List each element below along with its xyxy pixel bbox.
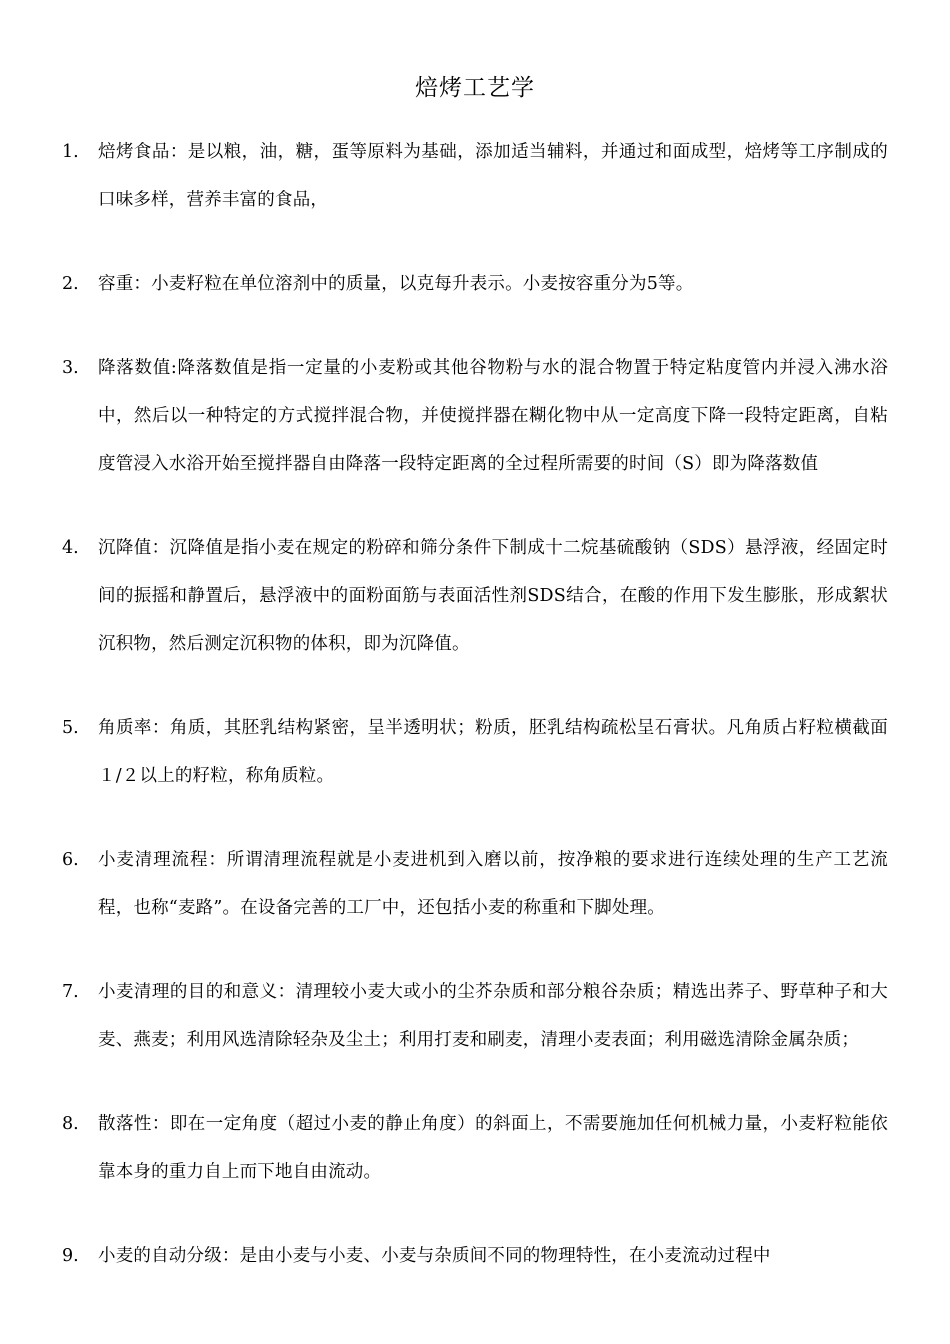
item-number: 2. xyxy=(62,274,79,294)
list-item xyxy=(62,524,888,668)
document-title: 焙烤工艺学 xyxy=(415,75,535,101)
item-text: 角质率：角质，其胚乳结构紧密，呈半透明状；粉质，胚乳结构疏松呈石膏状。凡角质占籽粒横截面１/２以上的籽粒，称角质粒。 xyxy=(98,718,888,786)
item-text: 小麦的自动分级：是由小麦与小麦、小麦与杂质间不同的物理特性，在小麦流动过程中 xyxy=(98,1246,771,1266)
item-number: 1. xyxy=(62,142,79,162)
item-number: 8. xyxy=(62,1114,79,1134)
list-item xyxy=(62,1232,888,1280)
item-number: 6. xyxy=(62,850,79,870)
item-text: 沉降值：沉降值是指小麦在规定的粉碎和筛分条件下制成十二烷基硫酸钠（SDS）悬浮液，经固定时间的振摇和静置后，悬浮液中的面粉面筋与表面活性剂SDS结合，在酸的作用下发生膨胀，形成絮状沉积物，然后测定沉积物的体积，即为沉降值。 xyxy=(98,538,888,654)
list-item xyxy=(62,344,888,488)
item-text: 焙烤食品：是以粮，油，糖，蛋等原料为基础，添加适当辅料，并通过和面成型，焙烤等工序制成的口味多样，营养丰富的食品， xyxy=(98,142,888,210)
list-item xyxy=(62,128,888,224)
list-item xyxy=(62,704,888,800)
item-number: 3. xyxy=(62,358,79,378)
item-text: 容重：小麦籽粒在单位溶剂中的质量，以克每升表示。小麦按容重分为5等。 xyxy=(98,274,694,294)
list-item xyxy=(62,260,888,308)
definition-list xyxy=(62,128,888,1316)
list-item xyxy=(62,968,888,1064)
item-text: 小麦清理流程：所谓清理流程就是小麦进机到入磨以前，按净粮的要求进行连续处理的生产工艺流程，也称“麦路”。在设备完善的工厂中，还包括小麦的称重和下脚处理。 xyxy=(98,850,888,918)
item-number: 5. xyxy=(62,718,79,738)
list-item xyxy=(62,836,888,932)
item-number: 9. xyxy=(62,1246,79,1266)
item-number: 4. xyxy=(62,538,79,558)
item-text: 散落性：即在一定角度（超过小麦的静止角度）的斜面上，不需要施加任何机械力量，小麦籽粒能依靠本身的重力自上而下地自由流动。 xyxy=(98,1114,888,1182)
list-item xyxy=(62,1100,888,1196)
item-number: 7. xyxy=(62,982,79,1002)
item-text: 降落数值:降落数值是指一定量的小麦粉或其他谷物粉与水的混合物置于特定粘度管内并浸入沸水浴中，然后以一种特定的方式搅拌混合物，并使搅拌器在糊化物中从一定高度下降一段特定距离，自粘度管浸入水浴开始至搅拌器自由降落一段特定距离的全过程所需要的时间（S）即为降落数值 xyxy=(98,358,888,474)
item-text: 小麦清理的目的和意义：清理较小麦大或小的尘芥杂质和部分粮谷杂质；精选出荞子、野草种子和大麦、燕麦；利用风选清除轻杂及尘土；利用打麦和刷麦，清理小麦表面；利用磁选清除金属杂质； xyxy=(98,982,888,1050)
